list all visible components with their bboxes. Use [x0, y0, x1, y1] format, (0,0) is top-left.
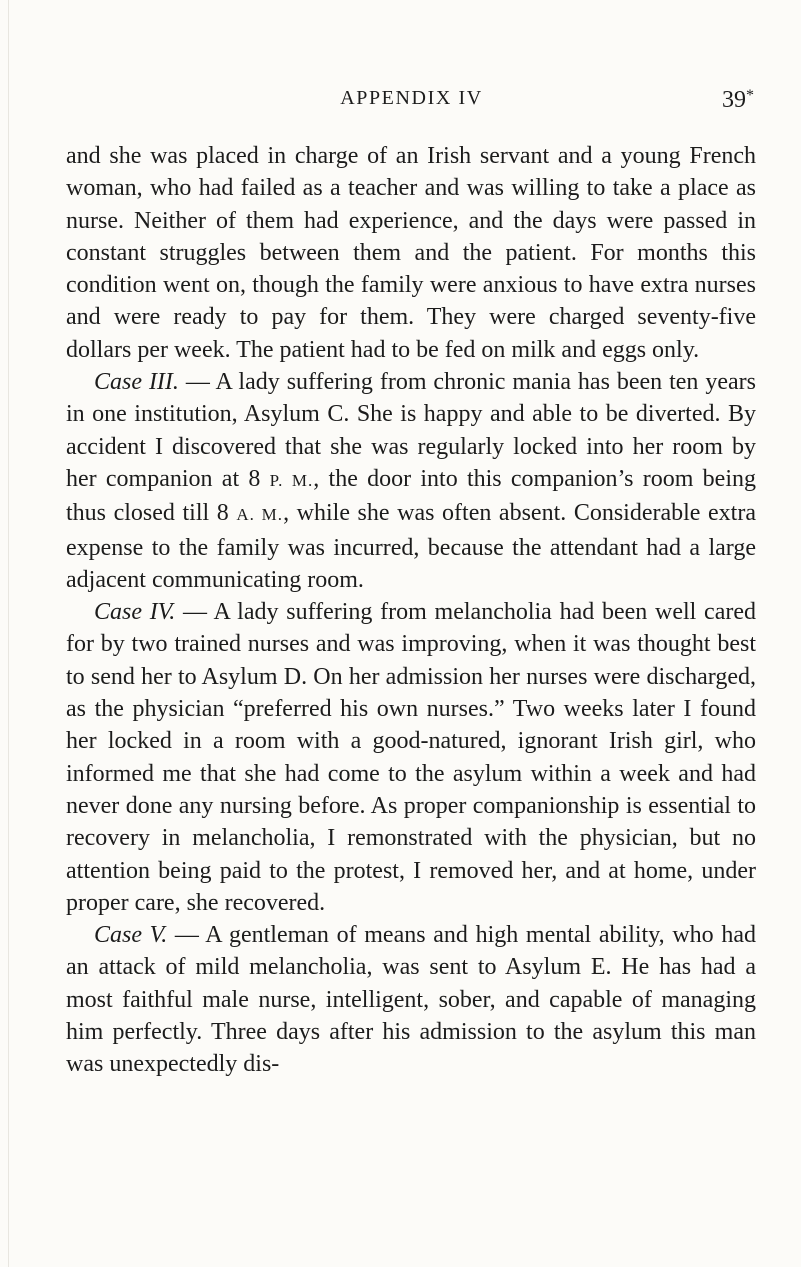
case-label: Case IV.: [94, 599, 176, 626]
page-number: [722, 86, 754, 114]
body-text: [66, 140, 756, 1081]
paragraph-text: , the door into this companion’s room being thus closed till 8: [66, 465, 756, 527]
page-edge: [8, 0, 9, 1267]
running-head: APPENDIX IV: [340, 87, 483, 109]
time-am: A. M.: [236, 505, 284, 525]
page-header: [66, 86, 757, 120]
paragraph-case-iii: [66, 366, 756, 596]
case-label: Case V.: [94, 922, 168, 949]
paragraph-text: — A lady suffering from chronic mania has been ten years in one institution, Asylum C. She is happy and able to be diverted. By accident I discovered that she was regularly locked into her room by her companion at 8: [66, 369, 756, 492]
paragraph-case-v: [66, 919, 756, 1080]
paragraph-text: — A lady suffering from melancholia had been well cared for by two trained nurses and was improving, when it was thought best to send her to Asylum D. On her admission her nurses were discharged, as the physician “preferred his own nurses.” Two weeks later I found her locked in a room with a good-natured, ignorant Irish girl, who informed me that she had come to the asylum within a week and had never done any nursing before. As proper companionship is essential to recovery in melancholia, I remonstrated with the physician, but no attention being paid to the protest, I removed her, and at home, under proper care, she recovered.: [66, 599, 756, 916]
page-number-value: 39: [722, 87, 746, 113]
page-number-mark: *: [746, 87, 754, 104]
case-label: Case III.: [94, 369, 179, 396]
paragraph-text: , while she was often absent. Considerable extra expense to the family was incurred, because the attendant had a large adjacent communicating room.: [66, 500, 756, 593]
paragraph-continuation: and she was placed in charge of an Irish servant and a young French woman, who had failed as a teacher and was willing to take a place as nurse. Neither of them had experience, and the days were passed in constant struggles between them and the patient. For months this condition went on, though the family were anxious to have extra nurses and were ready to pay for them. They were charged seventy-five dollars per week. The patient had to be fed on milk and eggs only.: [66, 143, 756, 363]
paragraph-text: — A gentleman of means and high mental ability, who had an attack of mild melancholia, was sent to Asylum E. He has had a most faithful male nurse, intelligent, sober, and capable of managing him perfectly. Three days after his admission to the asylum this man was unexpectedly dis-: [66, 922, 756, 1078]
paragraph-case-iv: [66, 596, 756, 919]
time-pm: P. M.: [269, 470, 314, 490]
